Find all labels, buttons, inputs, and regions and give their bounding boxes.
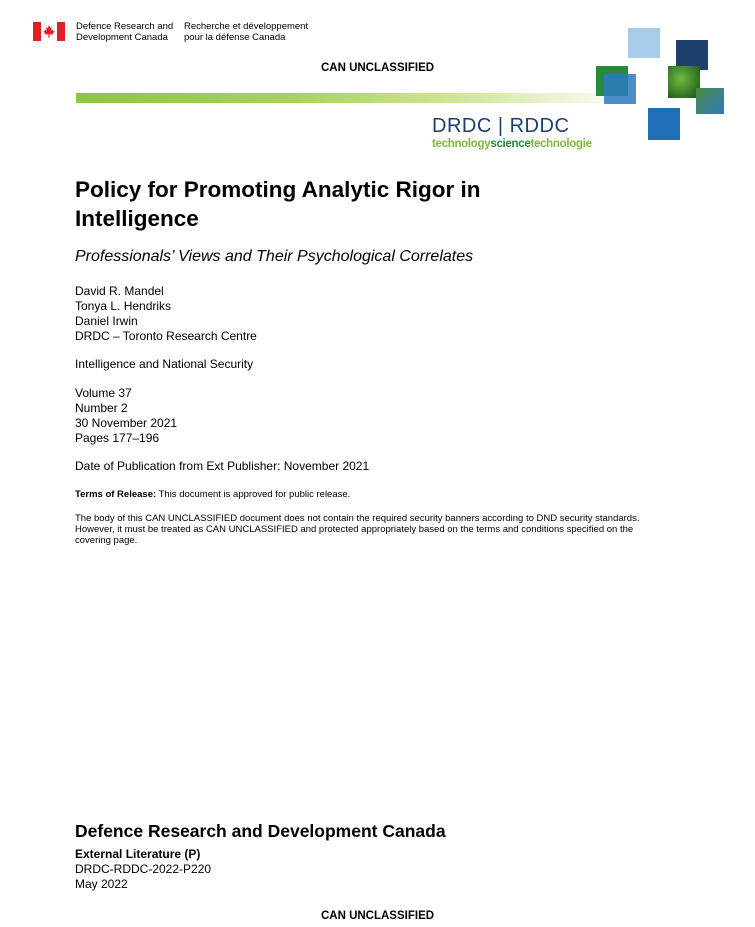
publication-details: [75, 386, 177, 446]
classification-banner-top: CAN UNCLASSIFIED: [320, 62, 435, 74]
canada-flag-icon: [33, 22, 65, 41]
department-name-english: Defence Research and Development Canada: [76, 21, 174, 43]
document-title: Policy for Promoting Analytic Rigor in Intelligence: [75, 177, 481, 231]
terms-of-release: Terms of Release: This document is approved for public release.: [75, 489, 351, 500]
mosaic-square: [628, 28, 660, 58]
report-number: DRDC-RDDC-2022-P220: [75, 862, 212, 876]
literature-type: External Literature (P): [75, 847, 201, 861]
department-name-french: Recherche et développement pour la défense Canada: [184, 21, 309, 43]
mosaic-square: [696, 88, 724, 114]
author-affiliation: DRDC – Toronto Research Centre: [75, 329, 257, 343]
issue-number: Number 2: [75, 401, 128, 415]
drdc-wordmark: DRDC | RDDC: [432, 115, 570, 137]
issue-date: 30 November 2021: [75, 416, 178, 430]
organization-name: Defence Research and Development Canada: [75, 821, 446, 841]
volume: Volume 37: [75, 386, 132, 400]
document-subtitle: Professionals’ Views and Their Psychological Correlates: [75, 248, 474, 265]
report-details: [75, 847, 211, 892]
author-name: Daniel Irwin: [75, 314, 138, 328]
journal-name: Intelligence and National Security: [75, 357, 254, 371]
date-of-publication: Date of Publication from Ext Publisher: November 2021: [75, 459, 370, 473]
security-body-note: The body of this CAN UNCLASSIFIED document does not contain the required security banners according to DND security standards. However, it must be treated as CAN UNCLASSIFIED and protected appropriately based on the terms and conditions specified on the covering page.: [75, 513, 640, 546]
author-name: David R. Mandel: [75, 284, 164, 298]
report-date: May 2022: [75, 877, 128, 891]
author-list: [75, 284, 257, 344]
green-gradient-bar: [76, 93, 627, 103]
mosaic-square: [648, 108, 680, 140]
classification-banner-bottom: CAN UNCLASSIFIED: [320, 910, 435, 922]
author-name: Tonya L. Hendriks: [75, 299, 172, 313]
drdc-tagline: technologysciencetechnologie: [432, 138, 592, 150]
page-range: Pages 177–196: [75, 431, 160, 445]
